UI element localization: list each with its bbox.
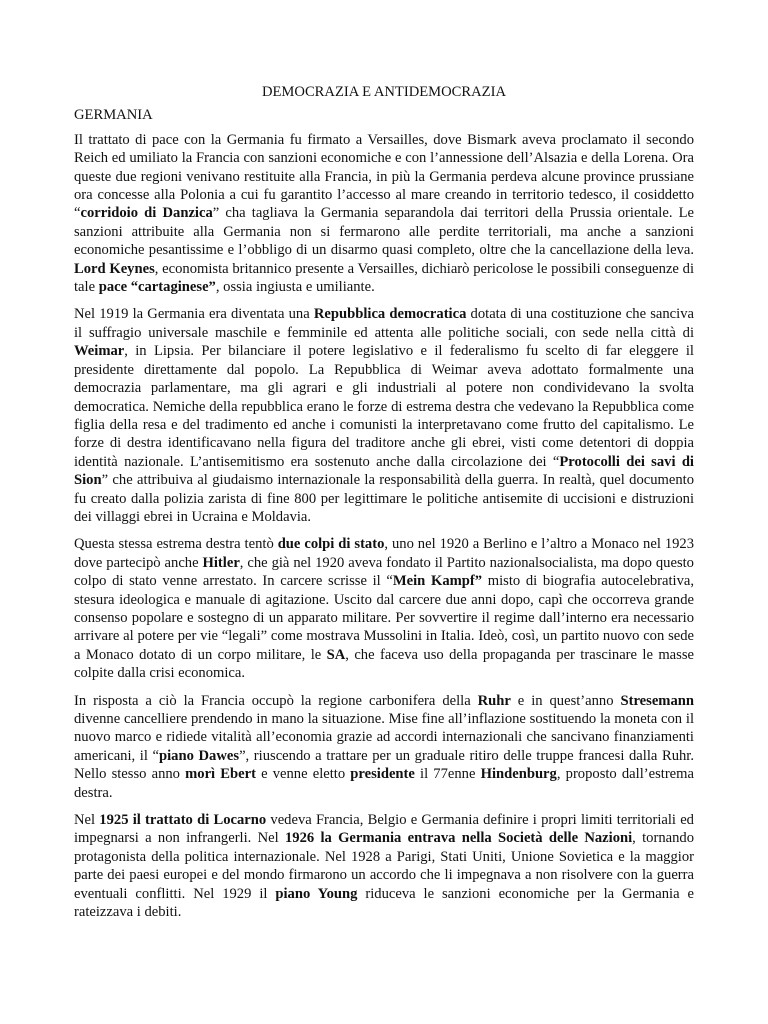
paragraph-5 bbox=[74, 811, 694, 921]
document-title: DEMOCRAZIA E ANTIDEMOCRAZIA bbox=[261, 84, 507, 100]
text-run: Il trattato di pace con la Germania fu firmato a Versailles, dove Bismark aveva proclamato il secondo Reich ed umiliato la Francia con sanzioni economiche e con l’annessione dell’Alsazia e della Lorena. Ora queste due regioni venivano restituite alla Francia, in più la Germania perdeva alcune province prussiane ora concesse alla Polonia a cui fu garantito l’accesso al mare creando in territorio tedesco, il cosiddetto “ bbox=[74, 131, 694, 222]
paragraph-2 bbox=[74, 305, 694, 526]
text-run: vedeva Francia, Belgio e Germania definire i propri limiti territoriali ed impegnarsi a non infrangerli. Nel bbox=[74, 812, 694, 847]
bold-phrase: Lord Keynes bbox=[74, 260, 155, 277]
text-run: il 77enne bbox=[414, 766, 481, 783]
text-run: dotata di una costituzione che sanciva il suffragio universale maschile e femminile ed attenta alle politiche sociali, con sede nella città di bbox=[74, 306, 694, 341]
bold-phrase: Stresemann bbox=[620, 692, 694, 709]
paragraph-1 bbox=[74, 131, 694, 297]
bold-phrase: piano Dawes bbox=[159, 747, 240, 764]
bold-phrase: Weimar bbox=[74, 343, 125, 360]
text-run: , tornando protagonista della politica internazionale. Nel 1928 a Parigi, Stati Uniti, Unione Sovietica e la maggior parte dei paesi europei e del mondo firmarono un accordo che li impegnava a non risolvere con la guerra eventuali conflitti. Nel 1929 il bbox=[74, 830, 694, 902]
text-run: ” che attribuiva al giudaismo internazionale la responsabilità della guerra. In realtà, quel documento fu creato dalla polizia zarista di fine 800 per legittimare le politiche antisemite di uccisioni e distruzioni dei villaggi ebrei in Ucraina e Moldavia. bbox=[74, 472, 694, 525]
bold-phrase: Hindenburg bbox=[480, 766, 557, 783]
text-run: riduceva le sanzioni economiche per la Germania e rateizzava i debiti. bbox=[74, 885, 694, 921]
section-heading: GERMANIA bbox=[74, 107, 153, 124]
text-run: Nel 1919 la Germania era diventata una bbox=[74, 306, 314, 323]
text-run: divenne cancelliere prendendo in mano la situazione. Mise fine all’inflazione sostituendo la moneta con il nuovo marco e ridiede vitalità all’economia grazie ad accordi internazionali che sancivano finanziamenti americani, il “ bbox=[74, 711, 694, 764]
bold-phrase: Hitler bbox=[202, 554, 240, 571]
bold-phrase: morì Ebert bbox=[185, 766, 256, 783]
bold-phrase: due colpi di stato bbox=[277, 536, 385, 553]
bold-phrase: 1926 la Germania entrava nella Società delle Nazioni bbox=[284, 830, 633, 847]
text-run: , che faceva uso della propaganda per trascinare le masse colpite dalla crisi economica. bbox=[74, 646, 694, 682]
text-run: , economista britannico presente a Versailles, dichiarò pericolose le possibili conseguenze di tale bbox=[74, 260, 694, 296]
text-run: ”, riuscendo a trattare per un graduale ritiro delle truppe francesi dalla Ruhr. Nello stesso anno bbox=[74, 747, 695, 783]
bold-phrase: piano Young bbox=[275, 885, 358, 902]
text-run: , uno nel 1920 a Berlino e l’altro a Monaco nel 1923 dove partecipò anche bbox=[74, 536, 695, 571]
document-page bbox=[74, 83, 694, 930]
text-run: In risposta a ciò la Francia occupò la regione carbonifera della bbox=[74, 692, 478, 709]
paragraph-4 bbox=[74, 692, 694, 802]
text-run: , ossia ingiusta e umiliante. bbox=[215, 279, 375, 296]
bold-phrase: Repubblica democratica bbox=[313, 306, 467, 323]
text-run: misto di biografia autocelebrativa, stesura ideologica e manuale di agitazione. Uscito dal carcere due anni dopo, capì che occorreva grande consenso popolare e sostegno di un apparato militare. Per sovvertire il regime dall’interno era necessario arrivare al potere per vie “legali” come mostrava Mussolini in Italia. Ideò, così, un partito nuovo con sede a Monaco dotato di un corpo militare, le bbox=[74, 573, 694, 663]
paragraph-3 bbox=[74, 535, 694, 682]
bold-phrase: pace “cartaginese” bbox=[98, 279, 216, 296]
text-run: e in quest’anno bbox=[510, 692, 621, 709]
bold-phrase: 1925 il trattato di Locarno bbox=[99, 812, 267, 829]
text-run: ” cha tagliava la Germania separandola dai territori della Prussia orientale. Le sanzioni attribuite alla Germania non si fermarono alle perdite territoriali, ma anche a sanzioni economiche pesantissime e l’obbligo di un disarmo quasi completo, oltre che la cancellazione della leva. bbox=[74, 205, 694, 259]
text-run: e venne eletto bbox=[255, 766, 351, 783]
text-run: Questa stessa estrema destra tentò bbox=[74, 536, 278, 553]
text-run: , in Lipsia. Per bilanciare il potere legislativo e il federalismo fu scelto di far eleggere il presidente direttamente dal popolo. La Repubblica di Weimar aveva adottato formalmente una democrazia parlamentare, ma gli agrari e gli industriali al potere non condividevano la svolta democratica. Nemiche della repubblica erano le forze di estrema destra che vedevano la Repubblica come figlia della resa e del tradimento ed anche i comunisti la interpretavano come frutto del capitalismo. Le forze di destra identificavano nella figura del traditore anche gli ebrei, visti come detentori di doppia identità nazionale. L’antisemitismo era sostenuto anche dalla circolazione dei “ bbox=[74, 343, 694, 470]
text-run: , proposto dall’estrema destra. bbox=[74, 766, 694, 801]
bold-phrase: presidente bbox=[350, 766, 415, 783]
bold-phrase: Protocolli dei savi di Sion bbox=[74, 453, 694, 489]
text-run: , che già nel 1920 aveva fondato il Partito nazionalsocialista, ma dopo questo colpo di stato venne arrestato. In carcere scrisse il “ bbox=[74, 554, 694, 590]
bold-phrase: corridoio di Danzica bbox=[80, 205, 213, 222]
bold-phrase: Mein Kampf” bbox=[392, 573, 483, 590]
document-body bbox=[74, 131, 694, 922]
bold-phrase: Ruhr bbox=[477, 692, 511, 709]
text-run: Nel bbox=[74, 812, 100, 829]
bold-phrase: SA bbox=[326, 646, 346, 663]
